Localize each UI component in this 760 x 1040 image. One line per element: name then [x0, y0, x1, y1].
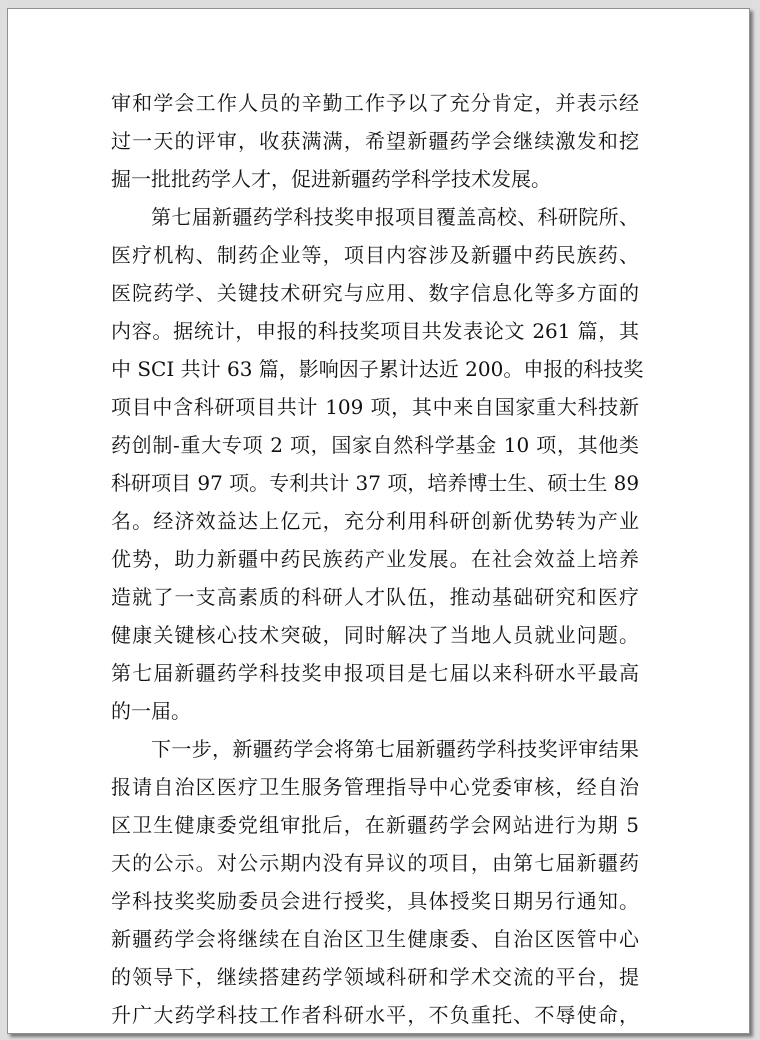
paragraph-first-line: 下一步，新疆药学会将第七届新疆药学科技奖评审结果 [151, 737, 639, 761]
text-line: 名。经济效益达上亿元，充分利用科研创新优势转为产业 [111, 509, 639, 533]
paragraph-first-line: 第七届新疆药学科技奖申报项目覆盖高校、科研院所、 [151, 205, 639, 229]
text-line: 新疆药学会将继续在自治区卫生健康委、自治区医管中心 [111, 927, 639, 951]
text-line: 健康关键核心技术突破，同时解决了当地人员就业问题。 [111, 623, 639, 647]
text-line: 造就了一支高素质的科研人才队伍，推动基础研究和医疗 [111, 585, 639, 609]
text-line: 医疗机构、制药企业等，项目内容涉及新疆中药民族药、 [111, 243, 639, 267]
text-line: 审和学会工作人员的辛勤工作予以了充分肯定，并表示经 [111, 91, 639, 115]
text-line: 科研项目 97 项。专利共计 37 项，培养博士生、硕士生 89 [111, 471, 640, 495]
text-line: 优势，助力新疆中药民族药产业发展。在社会效益上培养 [111, 547, 639, 571]
text-line: 项目中含科研项目共计 109 项，其中来自国家重大科技新 [111, 395, 639, 419]
text-line: 升广大药学科技工作者科研水平，不负重托、不辱使命， [111, 1003, 639, 1027]
text-line: 医院药学、关键技术研究与应用、数字信息化等多方面的 [111, 281, 639, 305]
text-line: 掘一批批药学人才，促进新疆药学科学技术发展。 [111, 167, 551, 191]
text-line: 药创制-重大专项 2 项，国家自然科学基金 10 项，其他类 [111, 433, 639, 457]
text-line: 天的公示。对公示期内没有异议的项目，由第七届新疆药 [111, 851, 639, 875]
text-line: 内容。据统计，申报的科技奖项目共发表论文 261 篇，其 [111, 319, 639, 343]
text-line: 的领导下，继续搭建药学领域科研和学术交流的平台，提 [111, 965, 639, 989]
text-line: 报请自治区医疗卫生服务管理指导中心党委审核，经自治 [111, 775, 639, 799]
text-line: 的一届。 [111, 699, 191, 723]
text-line: 过一天的评审，收获满满，希望新疆药学会继续激发和挖 [111, 129, 639, 153]
text-line: 第七届新疆药学科技奖申报项目是七届以来科研水平最高 [111, 661, 639, 685]
text-line: 学科技奖奖励委员会进行授奖，具体授奖日期另行通知。 [111, 889, 639, 913]
text-line: 区卫生健康委党组审批后，在新疆药学会网站进行为期 5 [111, 813, 639, 837]
text-line: 中 SCI 共计 63 篇，影响因子累计达近 200。申报的科技奖 [111, 357, 644, 381]
